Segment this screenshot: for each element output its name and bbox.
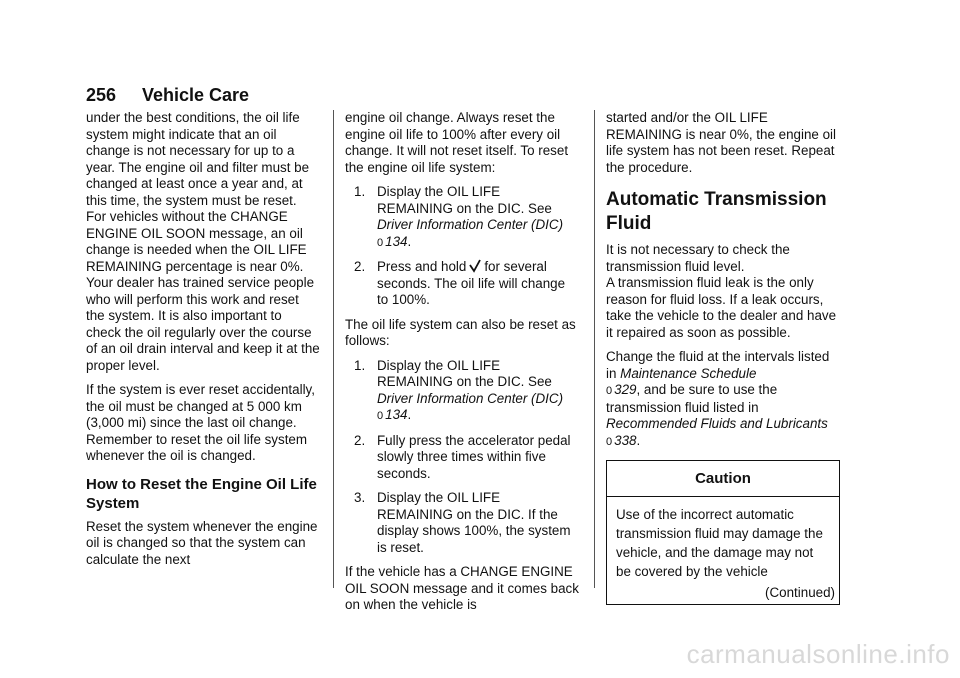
section-heading: Automatic Transmission Fluid: [606, 189, 827, 234]
caution-title: Caution: [607, 461, 839, 497]
paragraph: [606, 349, 840, 450]
caution-text: Use of the incorrect automatic transmission fluid may damage the vehicle, and the damage may not be covered by the vehicle: [616, 507, 823, 579]
caution-box: [606, 460, 840, 605]
column-divider: [333, 110, 334, 588]
page-header: [86, 82, 846, 108]
paragraph: If the vehicle has a CHANGE ENGINE OIL SOON message and it comes back on when the vehicle is: [345, 564, 579, 612]
column-3: [606, 110, 840, 605]
list-item: [345, 490, 579, 556]
paragraph-text: , and be sure to use the transmission fluid listed in: [606, 382, 778, 415]
paragraph: The oil life system can also be reset as follows:: [345, 316, 576, 348]
page-reference[interactable]: 134: [385, 407, 408, 422]
cross-reference-link[interactable]: Driver Information Center (DIC): [377, 390, 564, 406]
page-reference-arrow-icon: 0: [606, 385, 613, 397]
paragraph: started and/or the OIL LIFE REMAINING is near 0%, the engine oil life system has not been reset. Repeat the procedure.: [606, 110, 836, 175]
step-number: 1.: [354, 184, 366, 199]
page-reference-arrow-icon: 0: [606, 435, 613, 448]
step-number: 1.: [354, 357, 366, 373]
step-text: for several seconds. The oil life will change to 100%.: [377, 259, 566, 307]
paragraph: engine oil change. Always reset the engine oil life to 100% after every oil change. It will not reset itself. To reset the engine oil life system:: [345, 110, 569, 175]
step-number: 3.: [354, 490, 366, 505]
watermark: carmanualsonline.info: [686, 639, 950, 669]
cross-reference-link[interactable]: Driver Information Center (DIC): [377, 217, 564, 232]
page-reference-arrow-icon: 0: [377, 236, 384, 249]
list-item: [345, 358, 579, 425]
section-heading: How to Reset the Engine Oil Life System: [86, 475, 317, 512]
step-text: Display the OIL LIFE REMAINING on the DIC. See: [377, 357, 552, 389]
paragraph: A transmission fluid leak is the only reason for fluid loss. If a leak occurs, take the vehicle to the dealer and have it repaired as soon as possible.: [606, 275, 837, 340]
list-item: [345, 259, 579, 309]
list-item: [345, 433, 579, 483]
cross-reference-link[interactable]: Recommended Fluids and Lubricants: [606, 416, 828, 431]
step-text: Press and hold: [377, 259, 467, 274]
step-number: 2.: [354, 432, 366, 448]
step-number: 2.: [354, 259, 366, 274]
page-reference[interactable]: 338: [614, 432, 637, 448]
continued-label: (Continued): [765, 585, 835, 600]
step-text: Display the OIL LIFE REMAINING on the DIC. See: [377, 184, 552, 216]
punctuation: .: [407, 407, 412, 422]
paragraph: It is not necessary to check the transmission fluid level.: [606, 242, 790, 274]
paragraph-text: Change the fluid at the intervals listed in: [606, 349, 830, 381]
checkmark-icon: [468, 259, 482, 273]
step-text: Fully press the accelerator pedal slowly three times within five seconds.: [377, 432, 571, 481]
page-reference-arrow-icon: 0: [377, 410, 384, 422]
cross-reference-link[interactable]: Maintenance Schedule: [620, 365, 757, 381]
page-number: 256: [86, 85, 117, 105]
section-title: Vehicle Care: [142, 85, 250, 105]
reset-steps-list: [345, 184, 579, 309]
step-text: Display the OIL LIFE REMAINING on the DIC. If the display shows 100%, the system is reset.: [377, 490, 571, 555]
paragraph: under the best conditions, the oil life system might indicate that an oil change is not necessary for up to a year. The engine oil and filter must be changed at least once a year and, at this time, the system must be reset. For vehicles without the CHANGE ENGINE OIL SOON message, an oil change is needed when the OIL LIFE REMAINING percentage is near 0%. Your dealer has trained service people who will perform this work and reset the system. It is also important to check the oil regularly over the course of an oil drain interval and keep it at the proper level.: [86, 110, 320, 373]
list-item: [345, 184, 579, 251]
column-1: [86, 110, 320, 576]
punctuation: .: [407, 233, 412, 249]
paragraph: Reset the system whenever the engine oil is changed so that the system can calculate the next: [86, 518, 318, 567]
page-reference[interactable]: 134: [385, 233, 408, 249]
punctuation: .: [636, 432, 641, 448]
column-divider: [594, 110, 595, 588]
column-2: [345, 110, 579, 622]
alternate-reset-steps-list: [345, 358, 579, 557]
paragraph: If the system is ever reset accidentally, the oil must be changed at 5 000 km (3,000 mi) since the last oil change. Remember to reset the oil life system whenever the oil is changed.: [86, 382, 315, 463]
page-reference[interactable]: 329: [614, 382, 637, 397]
